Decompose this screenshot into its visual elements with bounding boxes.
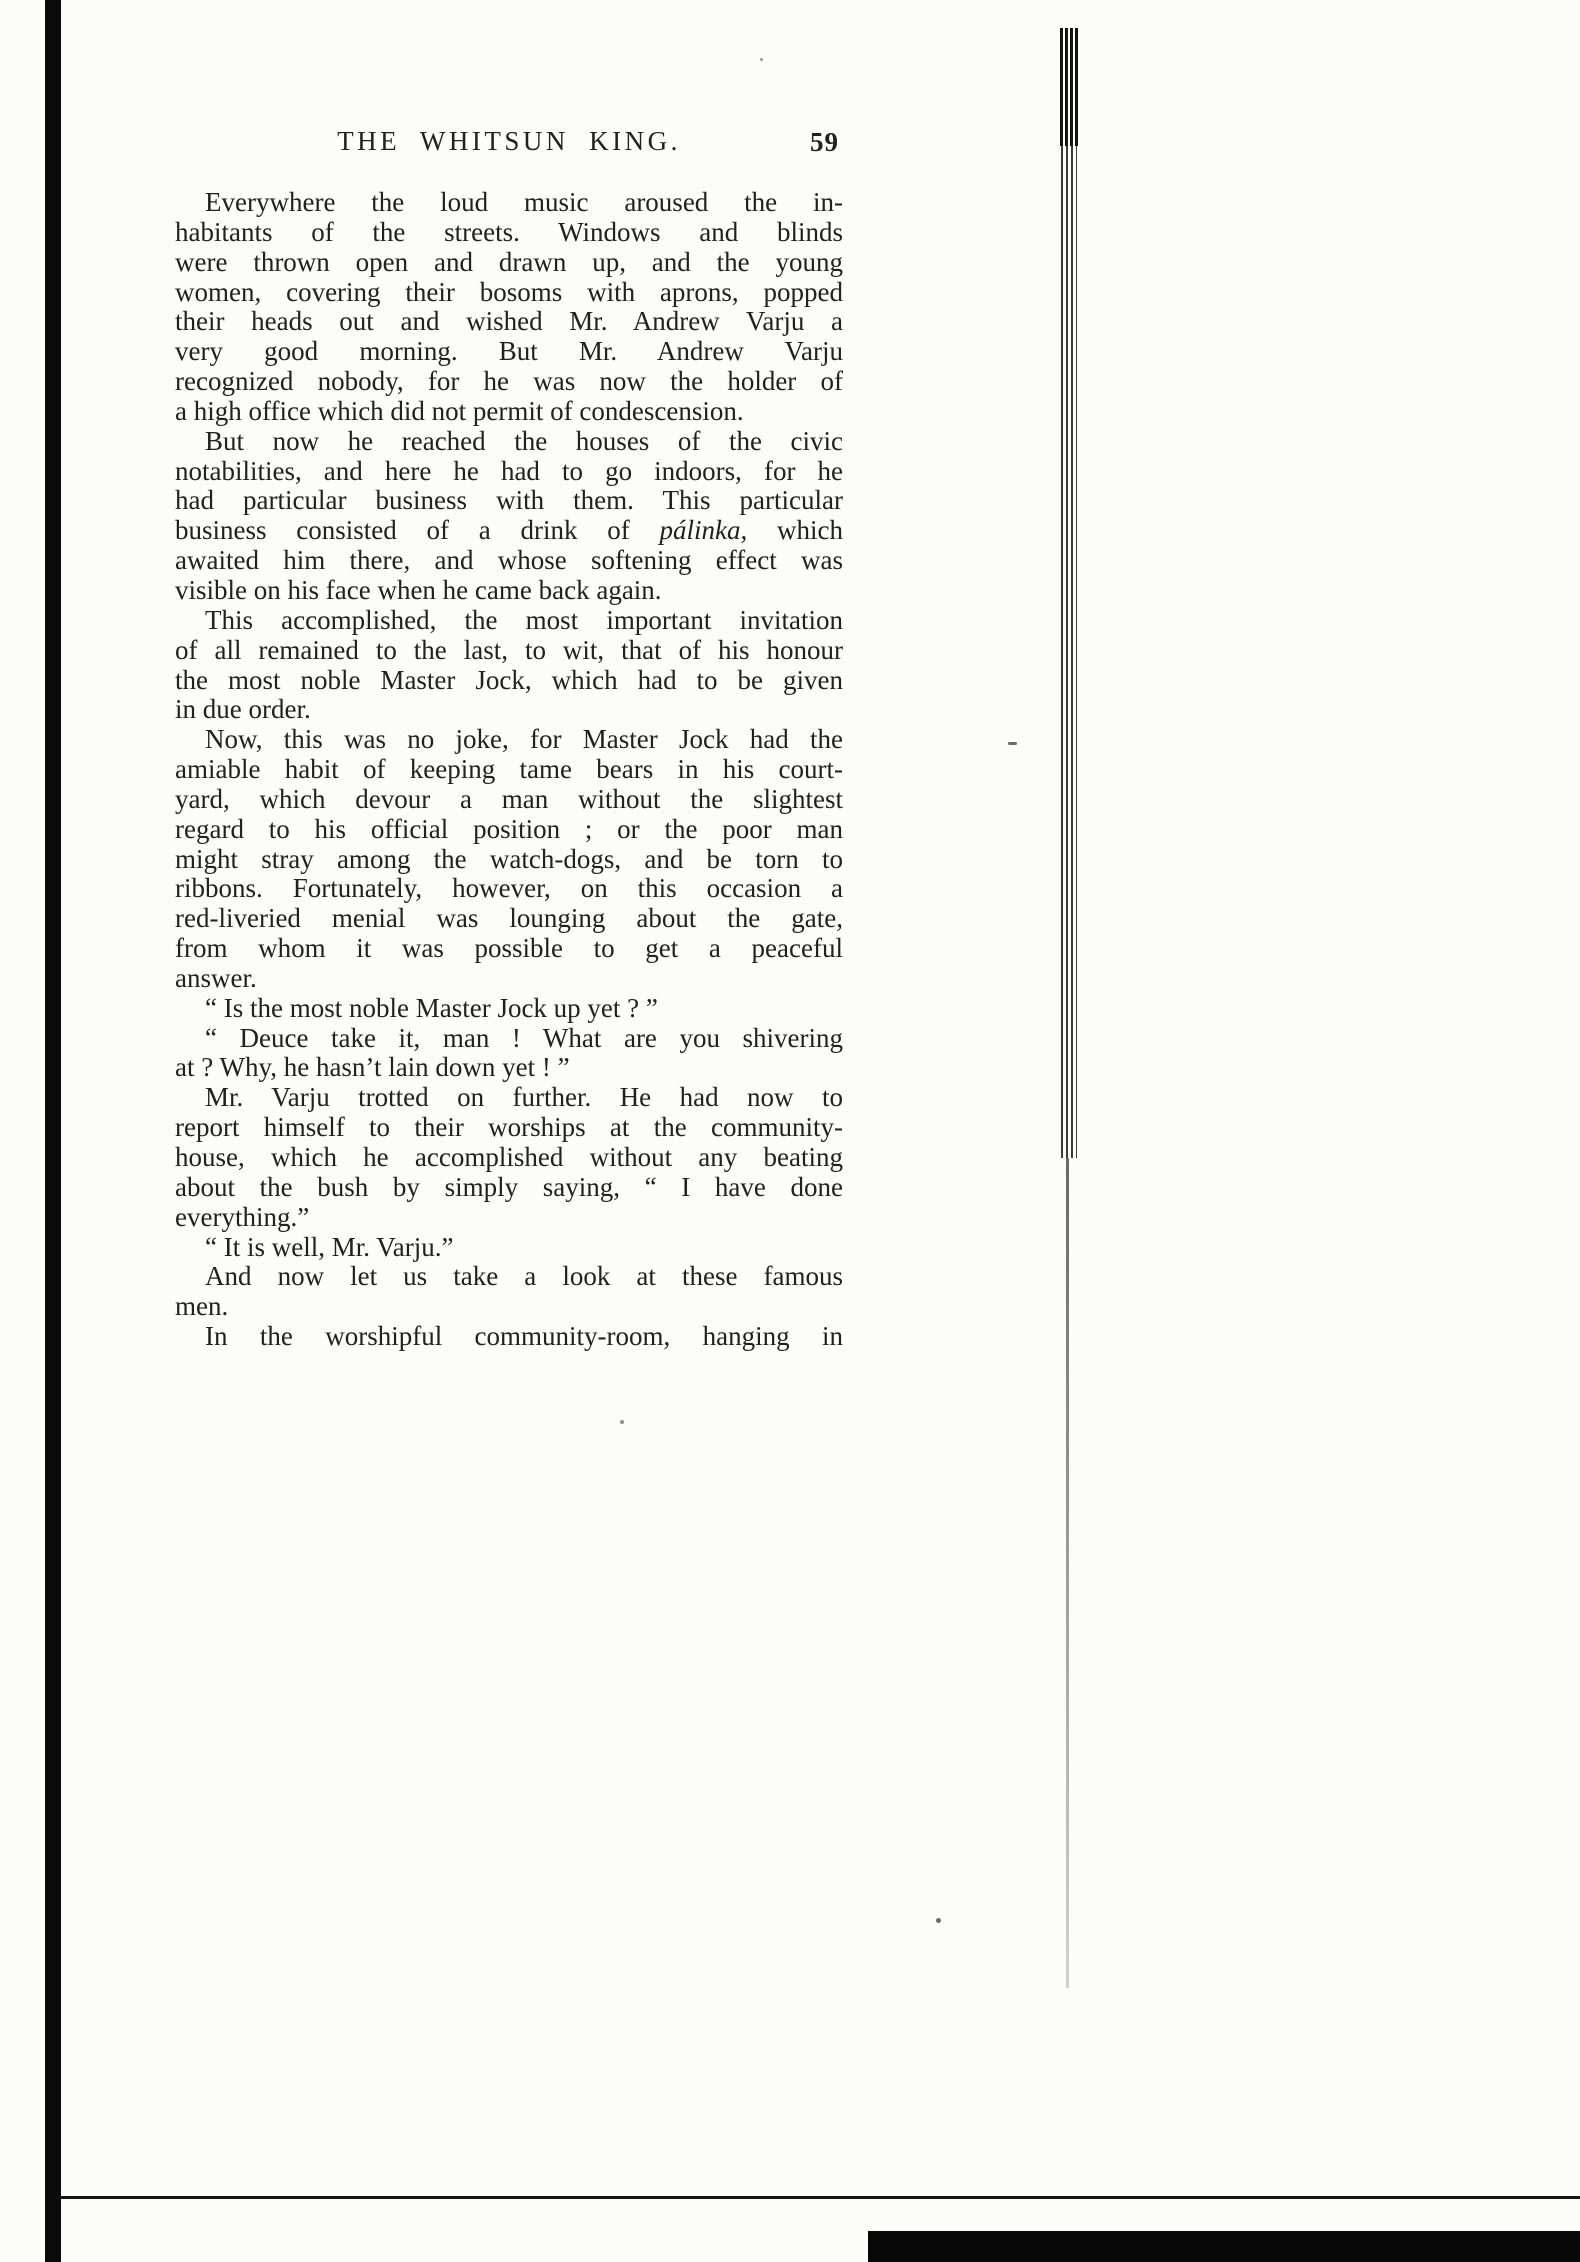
- bottom-scan-line: [60, 2196, 1580, 2199]
- paragraph: [175, 1083, 843, 1232]
- text-line: report himself to their worships at the community-: [175, 1112, 843, 1143]
- text-line: amiable habit of keeping tame bears in his court-: [175, 754, 843, 785]
- text-line: a high office which did not permit of condescension.: [175, 395, 744, 426]
- scan-speck: [760, 58, 763, 61]
- text-line: at ? Why, he hasn’t lain down yet ! ”: [175, 1052, 570, 1083]
- text-line: business consisted of a drink of pálinka, which: [175, 515, 844, 546]
- paragraph: [175, 427, 843, 606]
- text-line: This accomplished, the most important invitation: [205, 604, 843, 635]
- text-line: the most noble Master Jock, which had to be given: [175, 664, 843, 695]
- text-line: notabilities, and here he had to go indoors, for he: [175, 455, 843, 486]
- text-line: Everywhere the loud music aroused the in-: [205, 187, 843, 217]
- text-line: Now, this was no joke, for Master Jock had the: [205, 724, 843, 755]
- text-line: Mr. Varju trotted on further. He had now to: [205, 1082, 843, 1113]
- text-line: visible on his face when he came back again.: [175, 574, 662, 605]
- text-line: men.: [175, 1291, 229, 1322]
- book-binding-bar: [45, 0, 61, 2262]
- text-line: ribbons. Fortunately, however, on this occasion a: [175, 873, 843, 904]
- text-line: And now let us take a look at these famous: [205, 1261, 843, 1292]
- paragraph: [175, 188, 843, 427]
- text-line: in due order.: [175, 694, 311, 725]
- text-line: But now he reached the houses of the civic: [205, 425, 843, 456]
- text-line: everything.”: [175, 1201, 310, 1232]
- page-number: 59: [810, 127, 839, 157]
- bottom-right-scan-block: [868, 2231, 1580, 2262]
- text-line: about the bush by simply saying, “ I have done: [175, 1171, 843, 1202]
- text-line: habitants of the streets. Windows and blinds: [175, 216, 843, 247]
- text-line: yard, which devour a man without the slightest: [175, 783, 843, 814]
- page-body: [175, 188, 843, 1352]
- paragraph: [175, 1262, 843, 1322]
- paragraph: [175, 1024, 843, 1084]
- paragraph: [175, 606, 843, 725]
- paragraph: [175, 994, 843, 1024]
- page-header: [175, 126, 843, 166]
- text-line: house, which he accomplished without any beating: [175, 1142, 843, 1172]
- text-line: “ Is the most noble Master Jock up yet ? ”: [205, 992, 658, 1023]
- text-line: answer.: [175, 962, 257, 993]
- text-line: In the worshipful community-room, hanging in: [205, 1321, 843, 1352]
- text-line: “ Deuce take it, man ! What are you shivering: [205, 1022, 843, 1053]
- text-line: regard to his official position ; or the poor man: [175, 813, 843, 844]
- text-line: from whom it was possible to get a peaceful: [175, 933, 843, 964]
- text-line: had particular business with them. This particular: [175, 485, 843, 516]
- page-edge-scan-line-lower: [1066, 1158, 1069, 1988]
- scan-speck: [620, 1420, 624, 1424]
- text-block: [175, 126, 843, 1352]
- text-line: their heads out and wished Mr. Andrew Varju a: [175, 306, 843, 337]
- text-line: women, covering their bosoms with aprons, popped: [175, 276, 843, 307]
- text-line: of all remained to the last, to wit, that of his honour: [175, 634, 843, 665]
- paragraph: [175, 725, 843, 994]
- running-title: THE WHITSUN KING.: [337, 126, 681, 156]
- text-line: were thrown open and drawn up, and the young: [175, 246, 843, 277]
- text-line: “ It is well, Mr. Varju.”: [205, 1231, 454, 1262]
- scan-speck: [936, 1918, 941, 1923]
- paragraph: [175, 1322, 843, 1352]
- page-edge-scan-lines: [1061, 28, 1077, 1158]
- paragraph: [175, 1233, 843, 1263]
- text-line: recognized nobody, for he was now the holder of: [175, 366, 843, 397]
- text-line: awaited him there, and whose softening effect was: [175, 545, 843, 576]
- text-line: might stray among the watch-dogs, and be torn to: [175, 843, 843, 874]
- scan-speck: [1008, 742, 1017, 745]
- text-line: red-liveried menial was lounging about the gate,: [175, 903, 843, 934]
- text-line: very good morning. But Mr. Andrew Varju: [175, 336, 843, 367]
